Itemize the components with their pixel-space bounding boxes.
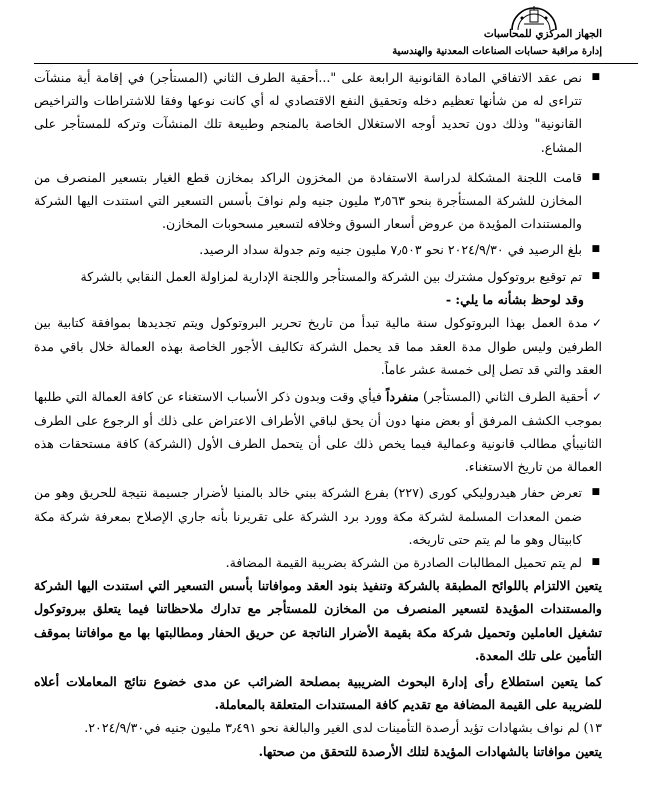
recommendation-certificates: يتعين موافاتنا بالشهادات المؤيدة لتلك الأرصدة للتحقق من صحتها. — [258, 743, 602, 759]
paragraph-excavator-fire — [34, 481, 602, 551]
check-mark-icon: ✓ — [591, 316, 602, 331]
paragraph-protocol — [34, 265, 602, 288]
paragraph-text: فيأي وقت وبدون ذكر الأسباب الاستغناء عن كافة العمالة التي طلبها بموجب الكشف المرفق أو بعض منها دون أن يحق لباقي الأطراف الاعتراض على ذلك أو الرجوع على الطرف الثانيبأي مطالب قانونية وعمالية فيما يخص ذلك على أن يتحمل الطرف الأول (الشركة) كافة مستحقات هذه العمالة من تاريخ الاستغناء. — [34, 388, 602, 475]
paragraph-text: بلغ الرصيد في ٢٠٢٤/٩/٣٠ نحو ٧٫٥٠٣ مليون جنيه وتم جدولة سداد الرصيد. — [199, 242, 582, 258]
square-bullet-icon: ■ — [591, 270, 600, 281]
paragraph-text: قامت اللجنة المشكلة لدراسة الاستفادة من المخزون الراكد بمخازن قطع الغيار بتسعير المنصرف من المخازن للشركة المستأجرة بنحو ٣٫٥٦٣ مليون جنيه ولم نوافَ بأسس التسعير التي استندت اليها الشركة والمستندات المؤيدة من عروض أسعار السوق وخلافه لتسعير مسحوبات المخازن. — [34, 169, 582, 232]
check-mark-icon: ✓ — [591, 389, 602, 404]
paragraph-text: لم يتم تحميل المطالبات الصادرة من الشركة بضريبة القيمة المضافة. — [225, 555, 582, 571]
protocol-observation-heading: وقد لوحظ بشأنه ما يلي: - — [445, 291, 584, 307]
paragraph-committee-pricing — [34, 166, 602, 236]
recommendation-compliance: يتعين الالتزام باللوائح المطبقة بالشركة وتنفيذ بنود العقد وموافاتنا بأسس التسعير التي استندت اليها الشركة والمستندات المؤيدة لتسعير المنصرف من المخازن للمستأجر مع تدارك ملاحظاتنا فيما يتعلق ببروتوكول تشغيل العاملين وتحميل شركة مكة بقيمة الأضرار الناتجة عن حريق الحفار ومطالبتها بها مع موافاتنا بموقف التأمين على تلك المعدة. — [34, 578, 602, 663]
paragraph-insurance-balances: ١٣) لم نواف بشهادات تؤيد أرصدة التأمينات لدى الغير والبالغة نحو ٣٫٤٩١ مليون جنيه في٢٠٢٤/٩/٣٠. — [84, 720, 602, 736]
check-item-duration — [34, 311, 602, 382]
square-bullet-icon: ■ — [591, 557, 600, 568]
square-bullet-icon: ■ — [591, 171, 600, 182]
emphasis-text: منفرداً — [385, 388, 419, 404]
square-bullet-icon: ■ — [591, 244, 600, 255]
paragraph-text: أحقية الطرف الثاني (المستأجر) — [418, 388, 588, 404]
paragraph-text: مدة العمل بهذا البروتوكول سنة مالية تبدأ من تاريخ تحرير البروتوكول ويتم تجديدها بموافقة كتابية بين الطرفين وليس طوال مدة العقد مما قد يحمل الشركة تكاليف الأجور الخاصة بهذه العمالة خلال باقي مدة العقد والتي قد تصل إلى خمسة عشر عاماً. — [34, 315, 602, 378]
department-name: إدارة مراقبة حسابات الصناعات المعدنية والهندسية — [392, 46, 602, 57]
emblem-logo — [508, 0, 560, 30]
square-bullet-icon: ■ — [591, 487, 600, 498]
paragraph-text: تم توقيع بروتوكول مشترك بين الشركة والمستأجر واللجنة الإدارية لمزاولة العمل النقابي بالشركة — [80, 268, 582, 284]
paragraph-vat — [34, 551, 602, 574]
organization-name: الجهاز المركزي للمحاسبات — [483, 28, 602, 40]
paragraph-contract-clause — [34, 66, 602, 159]
recommendation-tax-opinion: كما يتعين استطلاع رأى إدارة البحوث الضريبية بمصلحة الضرائب عن مدى خضوع نتائج المعاملات أعلاه للضريبة على القيمة المضافة مع تقديم كافة المستندات المتعلقة بالمعاملة. — [34, 674, 602, 713]
paragraph-text: نص عقد الاتفاقي المادة القانونية الرابعة على "...أحقية الطرف الثاني (المستأجر) في إقامة أية منشآت تتراءى له من شأنها تعظيم دخله وتحقيق النفع الاقتصادي له أي كانت نوعها وفقا للاشتراطات والتراخيص القانونية" وذلك دون تحديد أوجه الاستغلال الخاصة بالمنجم وطبيعة تلك المنشآت وتركه للمستأجر على المشاع. — [34, 70, 582, 155]
paragraph-text: تعرض حفار هيدروليكي كورى (٢٢٧) بفرع الشركة ببني خالد بالمنيا لأضرار جسيمة نتيجة للحريق وهو من ضمن المعدات المسلمة لشركة مكة وورد برد الشركة على تقريرنا بأنه جاري الإصلاح بمعرفة شركة مكة كابيتال وهو ما لم يتم حتى تاريخه. — [34, 485, 582, 547]
paragraph-balance — [34, 238, 602, 261]
check-item-termination — [34, 385, 602, 479]
header-divider — [34, 63, 638, 64]
square-bullet-icon: ■ — [591, 72, 600, 82]
document-body — [34, 66, 602, 763]
